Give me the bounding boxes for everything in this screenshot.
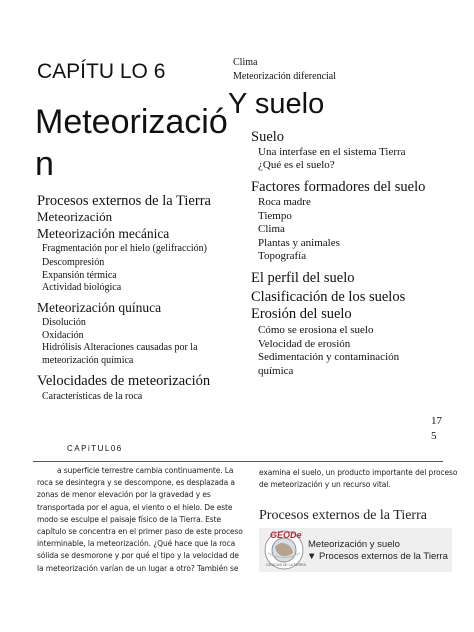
body-line: a superficie terrestre cambia continuamente. La: [57, 466, 234, 475]
body-line: la meteorización varían de un lugar a otro? También se: [37, 563, 239, 573]
toc-item: Una interfase en el sistema Tierra: [258, 146, 406, 158]
toc-item: meteorización química: [42, 355, 134, 366]
body-line: examina el suelo, un producto importante del proceso: [259, 468, 458, 477]
toc-heading: Suelo: [251, 129, 285, 145]
body-line: zonas de menor elevación por la gravedad y es: [37, 490, 211, 500]
sidebar-line-1: Meteorización y suelo: [308, 539, 400, 550]
toc-item: Hidrólisis Alteraciones causadas por la: [42, 342, 198, 353]
body-text-right: [259, 467, 457, 491]
toc-heading: Procesos externos de la Tierra: [37, 193, 211, 209]
toc-item: química: [258, 365, 294, 377]
toc-heading: Clasificación de los suelos: [251, 289, 406, 305]
toc-heading: El perfil del suelo: [251, 270, 355, 286]
toc-heading: Velocidades de meteorización: [37, 373, 211, 389]
body-line: sólida se desmorone y por qué el tipo y la velocidad de: [37, 551, 239, 561]
toc-item: Cómo se erosiona el suelo: [258, 324, 374, 336]
toc-item: Expansión térmica: [42, 270, 117, 281]
toc-item: Roca madre: [258, 196, 311, 208]
body-text-left: [37, 465, 243, 575]
running-header: CAPiTUL06: [67, 444, 123, 453]
toc-item: Oxidación: [42, 330, 84, 341]
title-line-1: Meteorizació: [35, 103, 228, 141]
toc-heading: Meteorización: [37, 209, 113, 224]
body-line: capítulo se concentra en el primer paso de este proceso: [37, 527, 243, 537]
toc-heading: Meteorización mecánica: [37, 226, 170, 241]
toc-item: Actividad biológica: [42, 282, 122, 293]
toc-item: Velocidad de erosión: [258, 338, 351, 350]
geode-logo-ring-text: CIENCIAS DE LA TIERRA: [266, 563, 306, 567]
toc-heading: Meteorización quínuca: [37, 300, 162, 315]
page-number: 5: [431, 430, 437, 442]
body-line: transportada por el agua, el viento o el hielo. De este: [37, 502, 233, 512]
toc-item: Características de la roca: [42, 391, 143, 402]
toc-heading: Factores formadores del suelo: [251, 179, 426, 195]
toc-item: Fragmentación por el hielo (gelifracción): [42, 243, 207, 254]
toc-item: Plantas y animales: [258, 237, 340, 249]
toc-item: Sedimentación y contaminación: [258, 351, 400, 363]
toc-item: Descompresión: [42, 257, 105, 268]
toc-item: ¿Qué es el suelo?: [258, 159, 335, 171]
toc-item: Clima: [233, 57, 258, 68]
body-line: modo se esculpe el paisaje físico de la Tierra. Este: [37, 514, 221, 524]
toc-item: Meteorización diferencial: [233, 71, 336, 82]
header-rule: [33, 461, 443, 462]
sidebar-line-2: ▼ Procesos externos de la Tierra: [307, 551, 448, 562]
sidebar-heading: Procesos externos de la Tierra: [259, 508, 427, 523]
geode-logo-text: GEODe: [270, 530, 302, 540]
chapter-label: CAPÍTU LO 6: [37, 60, 166, 83]
toc-item: Clima: [258, 223, 285, 235]
toc-heading: Erosión del suelo: [251, 306, 352, 322]
title-line-2: n: [35, 145, 54, 183]
toc-item: Tiempo: [258, 210, 292, 222]
body-line: roca se desintegra y se descompone, es desplazada a: [37, 478, 235, 488]
page-number: 17: [431, 415, 442, 427]
body-line: interminable, la meteorización. ¿Qué hace que la roca: [37, 539, 236, 549]
title-y-suelo: Y suelo: [228, 88, 325, 120]
body-line: de meteorización y un recurso vital.: [259, 480, 391, 490]
toc-item: Topografía: [258, 250, 307, 262]
toc-item: Disolución: [42, 317, 86, 328]
